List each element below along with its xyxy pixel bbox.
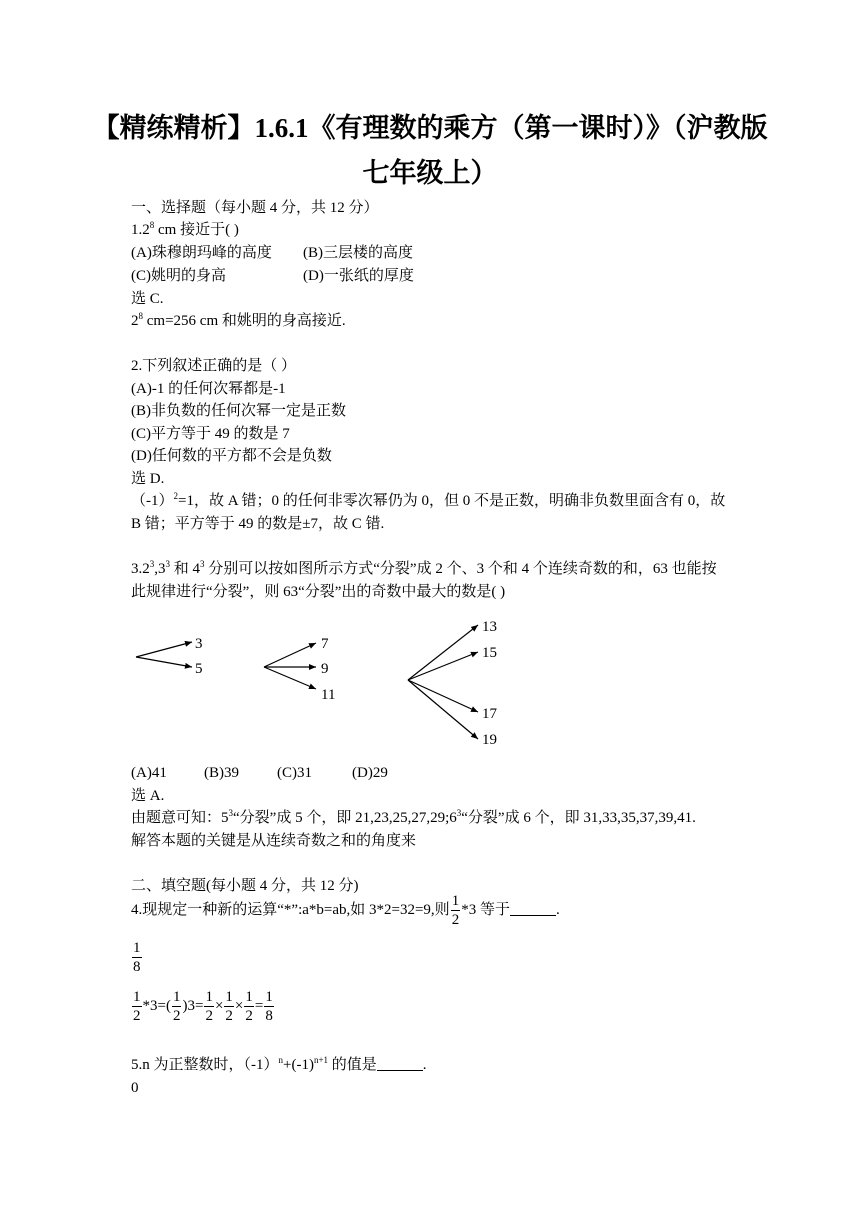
q2-option-b: (B)非负数的任何次幂一定是正数 <box>131 403 346 419</box>
q3-option-b: (B)39 <box>204 765 239 781</box>
arrow-g3-4 <box>408 680 478 739</box>
section-2-heading: 二、填空题(每小题 4 分，共 12 分) <box>131 878 359 894</box>
arrow-g3-1 <box>408 625 478 680</box>
q1-option-a: (A)珠穆朗玛峰的高度 <box>131 245 272 261</box>
g3-value-1: 13 <box>482 619 497 635</box>
q3-explanation-line-1: 由题意可知：$5^3“$分裂”成 5 个，即 $21,23,25,27,29;6^3“$分裂”成 6 个，即 31,33,35,37,39,41. <box>131 808 696 826</box>
split-group-1 <box>136 636 203 677</box>
q3-explanation-line-2: 解答本题的关键是从连续奇数之和的角度来 <box>131 833 417 849</box>
g2-value-2: 9 <box>321 661 329 677</box>
q2-explanation-line-1: $(-1)^2=1$，故 A 错；0 的任何非零次幂仍为 0，但 0 不是正数，明确非负数里面含有 0，故 <box>131 491 726 509</box>
g3-value-2: 15 <box>482 645 497 661</box>
q1-option-c: (C)姚明的身高 <box>131 268 226 284</box>
arrow-g2-1 <box>264 643 316 667</box>
q3-option-d: (D)29 <box>352 765 388 781</box>
arrow-g3-2 <box>408 652 478 680</box>
q2-option-d: (D)任何数的平方都不会是负数 <box>131 448 332 464</box>
q2-stem: 2.下列叙述正确的是（ ） <box>131 358 297 374</box>
q5-answer: 0 <box>131 1080 139 1096</box>
split-group-2 <box>264 636 335 703</box>
q1-option-d: (D)一张纸的厚度 <box>303 268 414 284</box>
q4-answer-blank[interactable] <box>510 901 556 916</box>
q5-answer-blank[interactable] <box>377 1056 423 1071</box>
q3-option-c: (C)31 <box>277 765 312 781</box>
q5-stem: 5.n 为正整数时，$(-1)^n+(-1)^{n+1}$ 的值是 . <box>131 1055 427 1073</box>
arrow-g1-1 <box>136 642 192 657</box>
g2-value-1: 7 <box>321 636 329 652</box>
q1-explanation: $2^8$ cm=256 cm 和姚明的身高接近. <box>131 311 346 329</box>
q2-explanation-line-2: B 错；平方等于 49 的数是±7，故 C 错. <box>131 516 385 532</box>
q1-options-row-1 <box>131 243 413 263</box>
q2-option-c: (C)平方等于 49 的数是 7 <box>131 426 290 442</box>
arrow-g2-3 <box>264 667 316 689</box>
q2-option-a: (A)-1 的任何次幂都是-1 <box>131 381 286 397</box>
g1-value-2: 5 <box>195 661 203 677</box>
q3-option-a: (A)41 <box>131 765 167 781</box>
document-title-line-2: 七年级上） <box>362 158 498 188</box>
q3-split-diagram <box>128 612 513 752</box>
document-title-line-1: 【精练精析】1.6.1《有理数的乘方（第一课时）》（沪教版 <box>92 113 768 143</box>
q4-stem: 4.现规定一种新的运算“*”:a*b=ab,如 3*2=32=9,则 $\frac{1}{2}$ *3 等于 . <box>131 893 560 929</box>
q4-working: $\frac{1}{2}$ *3=( $\frac{1}{2}$ )3= $\frac{1}{2}$ × $\frac{1}{2}$ × $\frac{1}{2}$ = $\frac{1}{8}$ <box>133 989 273 1025</box>
q3-options <box>131 763 388 783</box>
q3-answer: 选 A. <box>131 788 165 804</box>
q1-answer: 选 C. <box>131 291 164 307</box>
section-1-heading: 一、选择题（每小题 4 分，共 12 分） <box>131 200 379 216</box>
q1-option-b: (B)三层楼的高度 <box>303 245 413 261</box>
q2-answer: 选 D. <box>131 471 165 487</box>
q4-answer: $\frac{1}{8}$ <box>133 940 141 976</box>
q3-stem-line-2: 此规律进行“分裂”，则 63“分裂”出的奇数中最大的数是( ) <box>131 584 506 600</box>
arrow-g1-2 <box>136 657 192 667</box>
split-group-3 <box>408 619 498 748</box>
q1-options-row-2 <box>131 266 414 286</box>
g3-value-4: 19 <box>482 732 497 748</box>
q1-stem: $1.2^8$ cm 接近于( ) <box>131 220 239 238</box>
g1-value-1: 3 <box>195 636 203 652</box>
arrow-g3-3 <box>408 680 478 712</box>
g3-value-3: 17 <box>482 706 497 722</box>
q3-stem-line-1: $3.2^3,3^3$ 和 $4^3$ 分别可以按如图所示方式“分裂”成 2 个、3 个和 4 个连续奇数的和，63 也能按 <box>131 559 717 577</box>
g2-value-3: 11 <box>321 687 336 703</box>
